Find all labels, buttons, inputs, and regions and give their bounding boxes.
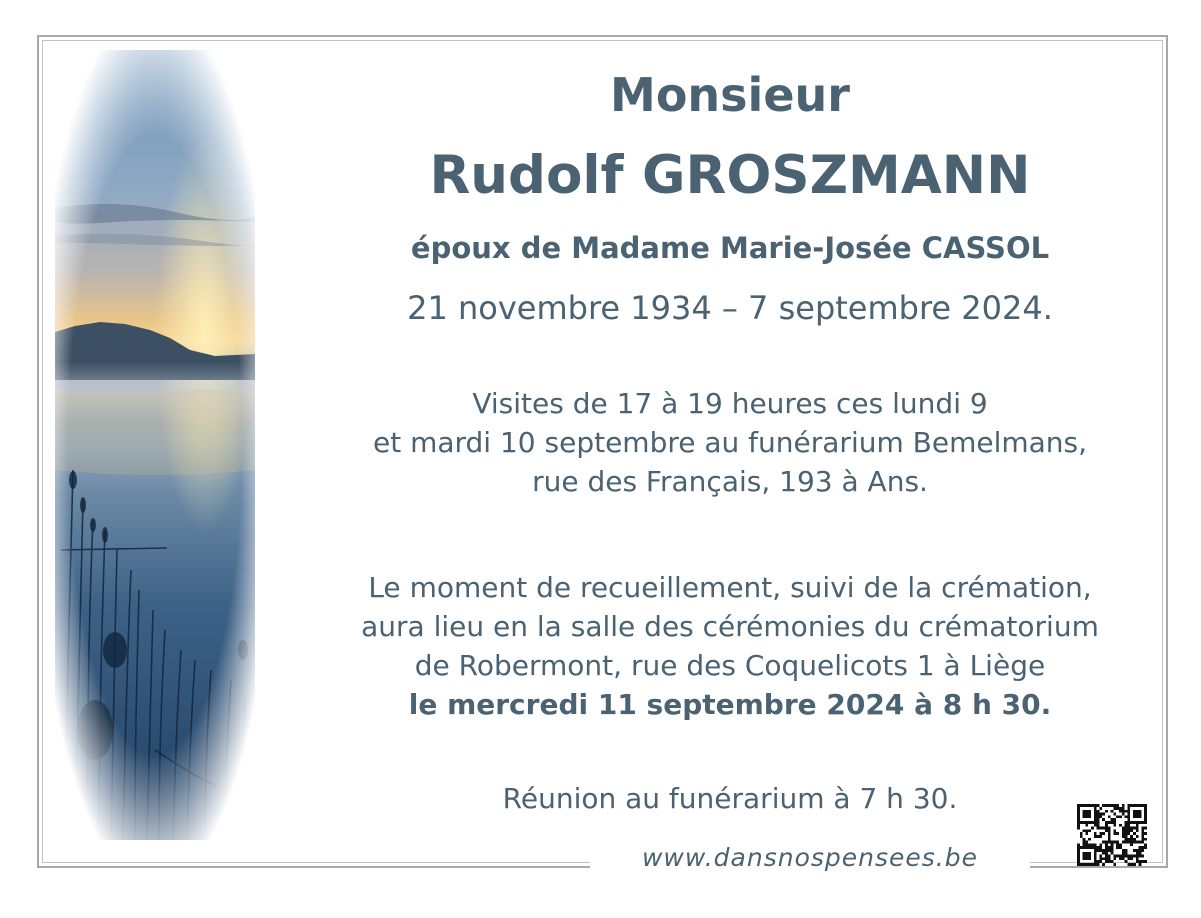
life-dates: 21 novembre 1934 – 7 septembre 2024.	[407, 289, 1053, 327]
visits-line-1: Visites de 17 à 19 heures ces lundi 9	[472, 387, 988, 420]
visits-block	[300, 384, 1160, 501]
visits-line-2: et mardi 10 septembre au funérarium Bemelmans,	[372, 426, 1088, 459]
qr-code-icon[interactable]	[1077, 804, 1147, 866]
lake-sunset-photo	[55, 50, 255, 840]
meeting-line: Réunion au funérarium à 7 h 30.	[502, 782, 958, 815]
website-link[interactable]: www.dansnospensees.be	[641, 843, 978, 872]
ceremony-datetime: le mercredi 11 septembre 2024 à 8 h 30.	[408, 688, 1052, 721]
spouse-line: époux de Madame Marie-Josée CASSOL	[410, 231, 1050, 265]
title-monsieur: Monsieur	[610, 68, 850, 122]
visits-line-3: rue des Français, 193 à Ans.	[532, 465, 928, 498]
ceremony-block	[300, 568, 1160, 724]
ceremony-line-1: Le moment de recueillement, suivi de la crémation,	[368, 571, 1092, 604]
ceremony-line-2: aura lieu en la salle des cérémonies du crématorium	[361, 610, 1099, 643]
deceased-name: Rudolf GROSZMANN	[429, 145, 1031, 206]
ceremony-line-3: de Robermont, rue des Coquelicots 1 à Liège	[414, 649, 1046, 682]
